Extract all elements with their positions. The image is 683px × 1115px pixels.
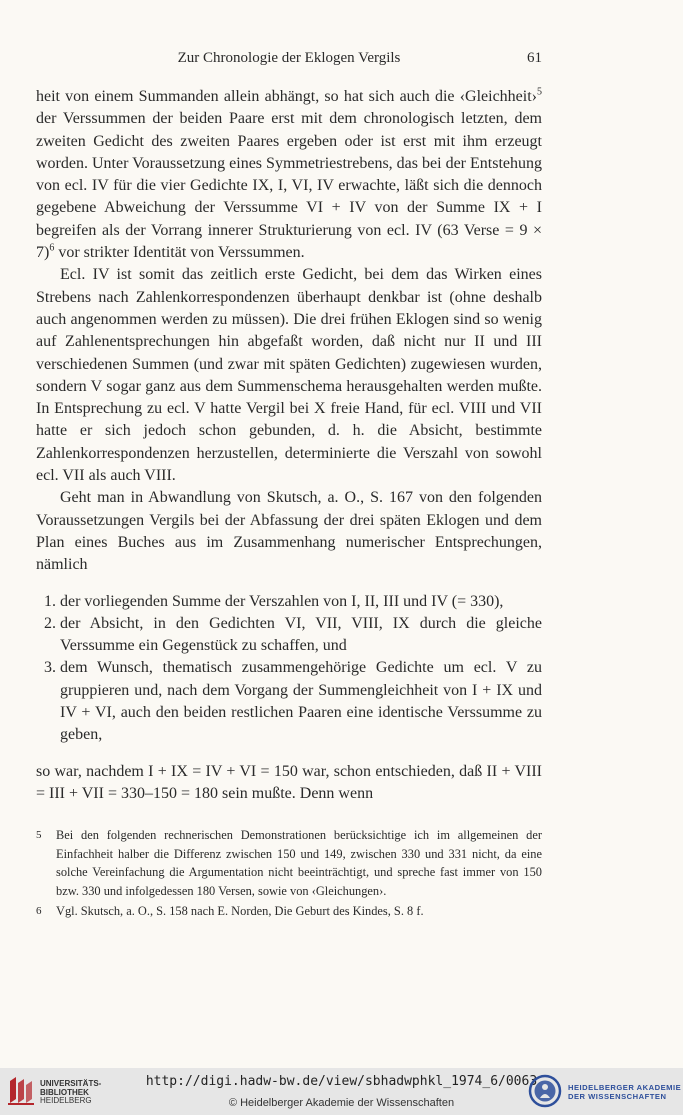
numbered-list	[36, 591, 542, 747]
paragraph-3: Geht man in Abwandlung von Skutsch, a. O., S. 167 von den folgenden Voraussetzungen Vergils bei der Abfassung der drei späten Eklogen und dem Plan eines Buches aus im Zusammenhang numerischer Entsprechungen, nämlich	[36, 489, 542, 574]
paragraph-1	[36, 86, 542, 264]
paragraph-1-part-c: vor strikter Identität von Verssummen.	[54, 244, 305, 262]
main-text	[36, 86, 542, 805]
footnote-ref-6[interactable]: 6	[49, 242, 55, 254]
footnote-text: Bei den folgenden rechnerischen Demonstrationen berücksichtige ich im allgemeinen der Einfachheit halber die Differenz zwischen 150 und 149, zwischen 330 und 331 nicht, da eine solche Vereinfachung die Argumentation nicht beeinträchtigt, und spreche fast immer von 150 bzw. 330 und infolgedessen 180 Versen, sowie von ‹Gleichungen›.	[56, 828, 542, 898]
running-header	[36, 50, 542, 72]
paragraph-4: so war, nachdem I + IX = IV + VI = 150 war, schon entschieden, daß II + VIII = III + VII = 330–150 = 180 sein mußte. Denn wenn	[36, 762, 542, 802]
paragraph-1-part-a: heit von einem Summanden allein abhängt, so hat sich auch die ‹Gleichheit›	[36, 88, 537, 105]
academy-line-1: HEIDELBERGER AKADEMIE	[568, 1083, 682, 1092]
footnotes	[36, 826, 542, 923]
library-line-1: UNIVERSITÄTS-	[40, 1079, 102, 1088]
list-item: 1. der vorliegenden Summe der Verszahlen von I, II, III und IV (= 330),	[60, 591, 542, 613]
footnote	[36, 902, 542, 921]
library-line-3: HEIDELBERG	[40, 1096, 92, 1105]
permalink-url[interactable]: http://digi.hadw-bw.de/view/sbhadwphkl_1974_6/0063	[145, 1074, 538, 1089]
footnote	[36, 826, 542, 900]
academy-seal-icon[interactable]	[528, 1073, 562, 1109]
paragraph-2: Ecl. IV ist somit das zeitlich erste Gedicht, bei dem das Wirken eines Strebens nach Zahlenkorrespondenzen überhaupt denkbar ist (ohne deshalb auch angenommen werden zu müssen). Die drei frühen Eklogen sind so wenig auf Zahlenentsprechungen hin abgefaßt worden, daß nicht nur II und III verschiedenen Summen (und zwar mit späten Gedichten) zugewiesen wurden, sondern V sogar ganz aus dem Summenschema herausgehalten werden mußte. In Entsprechung zu ecl. V hatte Vergil bei X freie Hand, für ecl. VIII und VII hatte er sich jedoch schon gebunden, d. h. die Absicht, bestimmte Zahlenkorrespondenzen herzustellen, determinierte die Verszahl von sowohl ecl. VII als auch VIII.	[36, 266, 542, 485]
viewer-footer	[0, 1068, 683, 1115]
academy-line-2: DER WISSENSCHAFTEN	[568, 1092, 667, 1101]
page-number: 61	[527, 50, 542, 66]
footnote-text: Vgl. Skutsch, a. O., S. 158 nach E. Norden, Die Geburt des Kindes, S. 8 f.	[56, 904, 424, 918]
running-title: Zur Chronologie der Eklogen Vergils	[177, 50, 401, 66]
paragraph-1-part-b: der Verssummen der beiden Paare erst mit dem chronologisch letzten, dem zweiten Gedicht des zweiten Paares ergeben oder ist erst mit ihm erzeugt worden. Unter Voraussetzung eines Symmetriestrebens, das bei der Entstehung von ecl. IV für die vier Gedichte IX, I, VI, IV erwachte, läßt sich die dennoch gegebene Abweichung der Verssumme VI + IV von der Summe IX + I begreifen als der Vorrang innerer Strukturierung von ecl. IV (63 Verse = 9 × 7)	[36, 110, 542, 262]
academy-name	[568, 1083, 681, 1101]
footnote-mark: 6	[36, 905, 42, 917]
library-line-2: BIBLIOTHEK	[40, 1087, 89, 1097]
list-item: 2. der Absicht, in den Gedichten VI, VII, VIII, IX durch die gleiche Verssumme ein Gegenstück zu schaffen, und	[60, 613, 542, 658]
footnote-ref-5[interactable]: 5	[537, 86, 542, 98]
copyright-notice: © Heidelberger Akademie der Wissenschaften	[228, 1097, 455, 1109]
footnote-mark: 5	[36, 829, 42, 841]
list-item: 3. dem Wunsch, thematisch zusammengehörige Gedichte um ecl. V zu gruppieren und, nach dem Vorgang der Summengleichheit von I + IX und IV + VI, auch den beiden restlichen Paaren eine identische Verssumme zu geben,	[60, 657, 542, 746]
